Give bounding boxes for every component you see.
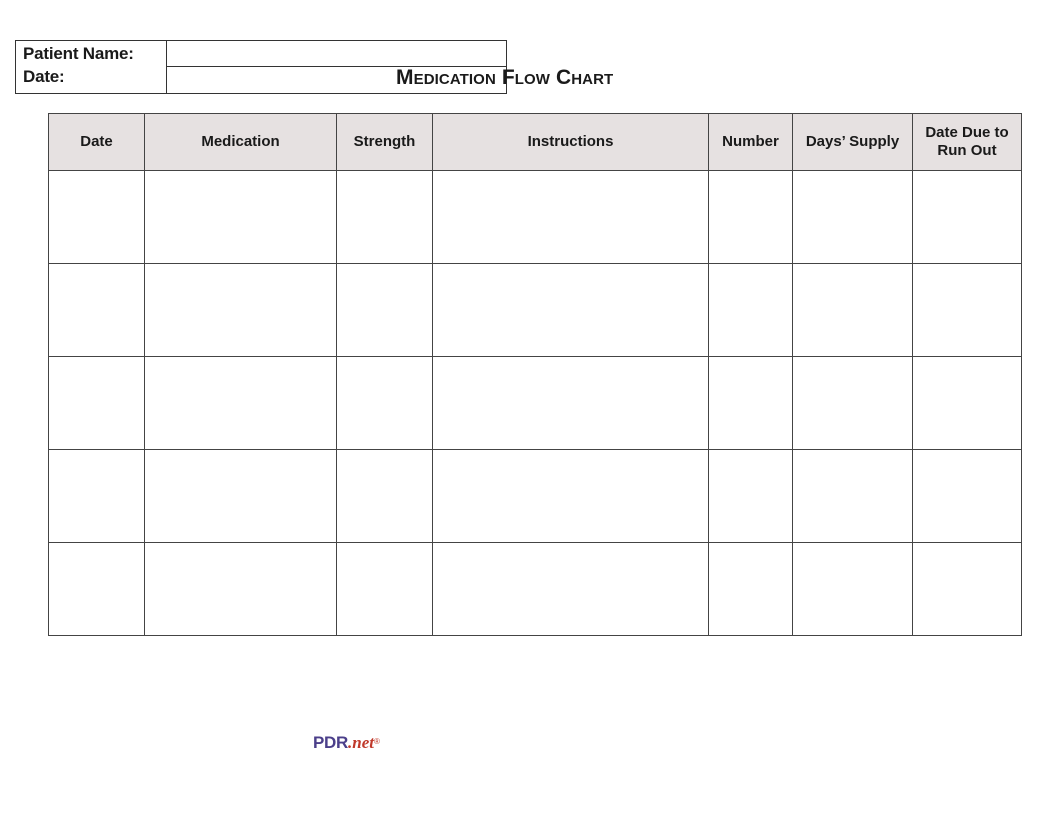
days-supply-cell[interactable] [793,357,913,450]
patient-label-column [16,41,167,93]
date-due-cell[interactable] [913,450,1022,543]
days-supply-cell[interactable] [793,171,913,264]
header-strength: Strength [337,114,433,171]
instructions-cell[interactable] [433,450,709,543]
table-row [49,171,1022,264]
date-cell[interactable] [49,171,145,264]
strength-cell[interactable] [337,171,433,264]
logo-registered-mark: ® [373,737,380,746]
table-row [49,543,1022,636]
date-due-cell[interactable] [913,543,1022,636]
header-days-supply: Days’ Supply [793,114,913,171]
header-date-due-to-run-out: Date Due to Run Out [913,114,1022,171]
number-cell[interactable] [709,171,793,264]
strength-cell[interactable] [337,264,433,357]
days-supply-cell[interactable] [793,450,913,543]
date-due-cell[interactable] [913,171,1022,264]
medication-flow-table [48,113,1022,636]
days-supply-cell[interactable] [793,543,913,636]
pdr-net-logo [313,733,380,753]
date-due-cell[interactable] [913,264,1022,357]
strength-cell[interactable] [337,357,433,450]
instructions-cell[interactable] [433,357,709,450]
table-row [49,357,1022,450]
instructions-cell[interactable] [433,543,709,636]
instructions-cell[interactable] [433,171,709,264]
date-cell[interactable] [49,264,145,357]
days-supply-cell[interactable] [793,264,913,357]
table-row [49,264,1022,357]
strength-cell[interactable] [337,543,433,636]
header-medication: Medication [145,114,337,171]
date-due-cell[interactable] [913,357,1022,450]
number-cell[interactable] [709,264,793,357]
medication-cell[interactable] [145,543,337,636]
medication-cell[interactable] [145,357,337,450]
header-number: Number [709,114,793,171]
table-header-row [49,114,1022,171]
medication-cell[interactable] [145,264,337,357]
instructions-cell[interactable] [433,264,709,357]
strength-cell[interactable] [337,450,433,543]
patient-name-field[interactable] [167,41,506,67]
number-cell[interactable] [709,450,793,543]
medication-cell[interactable] [145,171,337,264]
date-cell[interactable] [49,450,145,543]
page-title: Medication Flow Chart [396,66,614,89]
medication-cell[interactable] [145,450,337,543]
logo-net-text: .net [348,733,374,752]
number-cell[interactable] [709,357,793,450]
number-cell[interactable] [709,543,793,636]
logo-pdr-text: PDR [313,733,348,752]
patient-name-label: Patient Name: [23,44,134,63]
header-date: Date [49,114,145,171]
date-label: Date: [23,67,65,86]
date-cell[interactable] [49,543,145,636]
table-row [49,450,1022,543]
header-instructions: Instructions [433,114,709,171]
date-cell[interactable] [49,357,145,450]
